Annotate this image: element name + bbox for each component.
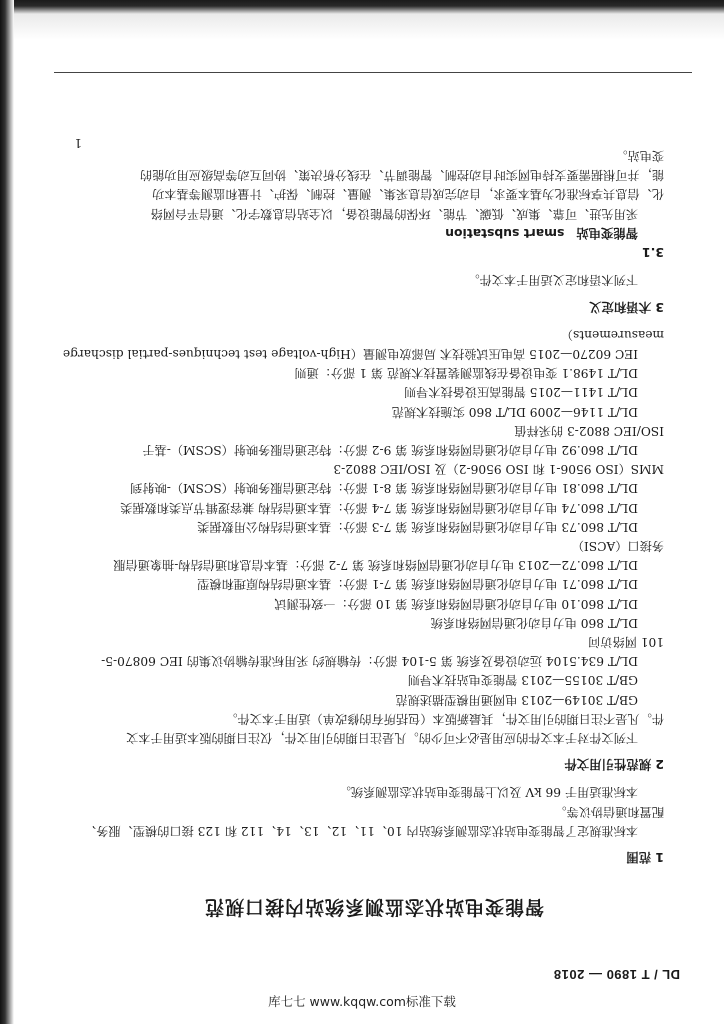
reference-item: DL/T 1146—2009 DL/T 860 实施技术规范 — [391, 404, 638, 419]
reference-item-continuation: 务接口（ACSI） — [571, 538, 664, 553]
scope-applicability: 本标准适用于 66 kV 及以上智能变电站状态监测系统。 — [338, 785, 638, 800]
reference-item: DL/T 1498.1 变电设备在线监测装置技术规范 第 1 部分：通则 — [294, 366, 638, 381]
reference-item: DL/T 860.10 电力自动化通信网络和系统 第 10 部分：一致性测试 — [274, 596, 638, 611]
scanner-left-shadow — [0, 0, 14, 1024]
term-definition-line-1: 采用先进、可靠、集成、低碳、节能、环保的智能设备，以全站信息数字化、通信平台网络 — [150, 206, 638, 221]
reference-item: IEC 60270—2015 高电压试验技术 局部放电测量（High-voltage test techniques-partial discharge — [62, 346, 638, 361]
header-rule — [54, 72, 692, 73]
reference-item: DL/T 1411—2015 智能高压设备技术导则 — [404, 385, 638, 400]
references-intro-line-1: 下列文件对于本文件的应用是必不可少的。凡是注日期的引用文件，仅注日期的版本适用于本文 — [126, 730, 638, 745]
reference-item: DL/T 634.5104 远动设备及系统 第 5-104 部分：传输规约 采用标准传输协议集的 IEC 60870-5- — [101, 654, 638, 669]
reference-item: GB/T 30155—2013 智能变电站技术导则 — [407, 673, 638, 688]
term-definition-line-4: 变电站。 — [615, 149, 664, 164]
document-code: DL / T 1890 — 2018 — [553, 967, 680, 982]
section-2-heading: 2 规范性引用文件 — [564, 757, 664, 773]
term-chinese: 智能变电站 — [576, 225, 638, 241]
scope-paragraph-line-1: 本标准规定了智能变电站状态监测系统站内 10、11、12、13、14、112 和 123 接口的模型、服务、 — [84, 823, 638, 838]
term-definition-line-3: 能，并可根据需要支持电网实时自动控制、智能调节、在线分析决策、协同互动等高级应用功能的 — [139, 168, 664, 183]
reference-item-continuation: MMS（ISO 9506-1 和 ISO 9506-2）及 ISO/IEC 8802-3 — [333, 462, 664, 477]
terms-intro: 下列术语和定义适用于本文件。 — [467, 273, 638, 288]
document-body — [62, 146, 664, 867]
term-english: smart substation — [445, 225, 565, 241]
term-definition-line-2: 化、信息共享标准化为基本要求，自动完成信息采集、测量、控制、保护、计量和监测等基本功 — [152, 187, 664, 202]
term-number: 3.1 — [642, 245, 664, 261]
reference-item-continuation: ISO/IEC 8802-3 的采样值 — [514, 423, 664, 438]
watermark-footer: 库七七 www.kqqw.com标准下载 — [268, 994, 456, 1009]
reference-item: GB/T 30149—2013 电网通用模型描述规范 — [395, 692, 638, 707]
scope-paragraph-line-2: 配置和通信协议等。 — [554, 804, 664, 819]
document-page — [62, 116, 682, 982]
page-number: 1 — [74, 136, 82, 150]
reference-item: DL/T 860.73 电力自动化通信网络和系统 第 7-3 部分：基本通信结构公用数据类 — [197, 519, 638, 534]
reference-item: DL/T 860.71 电力自动化通信网络和系统 第 7-1 部分：基本通信结构原理和模型 — [197, 577, 638, 592]
reference-item: DL/T 860.72—2013 电力自动化通信网络和系统 第 7-2 部分：基本信息和通信结构-抽象通信服 — [113, 558, 638, 573]
references-intro-line-2: 件。凡是不注日期的引用文件，其最新版本（包括所有的修改单）适用于本文件。 — [225, 711, 664, 726]
reference-item-continuation: measurements） — [560, 327, 664, 342]
reference-item: DL/T 860.81 电力自动化通信网络和系统 第 8-1 部分：特定通信服务映射（SCSM）-映射到 — [130, 481, 638, 496]
reference-item-continuation: 101 网络访问 — [588, 634, 664, 649]
reference-item: DL/T 860.92 电力自动化通信网络和系统 第 9-2 部分：特定通信服务映射（SCSM）-基于 — [142, 442, 638, 457]
term-entry — [72, 223, 664, 243]
reference-item: DL/T 860 电力自动化通信网络和系统 — [430, 615, 638, 630]
scanner-top-shadow — [0, 0, 724, 46]
reference-item: DL/T 860.74 电力自动化通信网络和系统 第 7-4 部分：基本通信结构 兼容逻辑节点类和数据类 — [120, 500, 638, 515]
section-3-heading: 3 术语和定义 — [589, 299, 664, 315]
section-1-heading: 1 范围 — [626, 850, 664, 865]
document-title: 智能变电站状态监测系统站内接口规范 — [204, 896, 545, 918]
